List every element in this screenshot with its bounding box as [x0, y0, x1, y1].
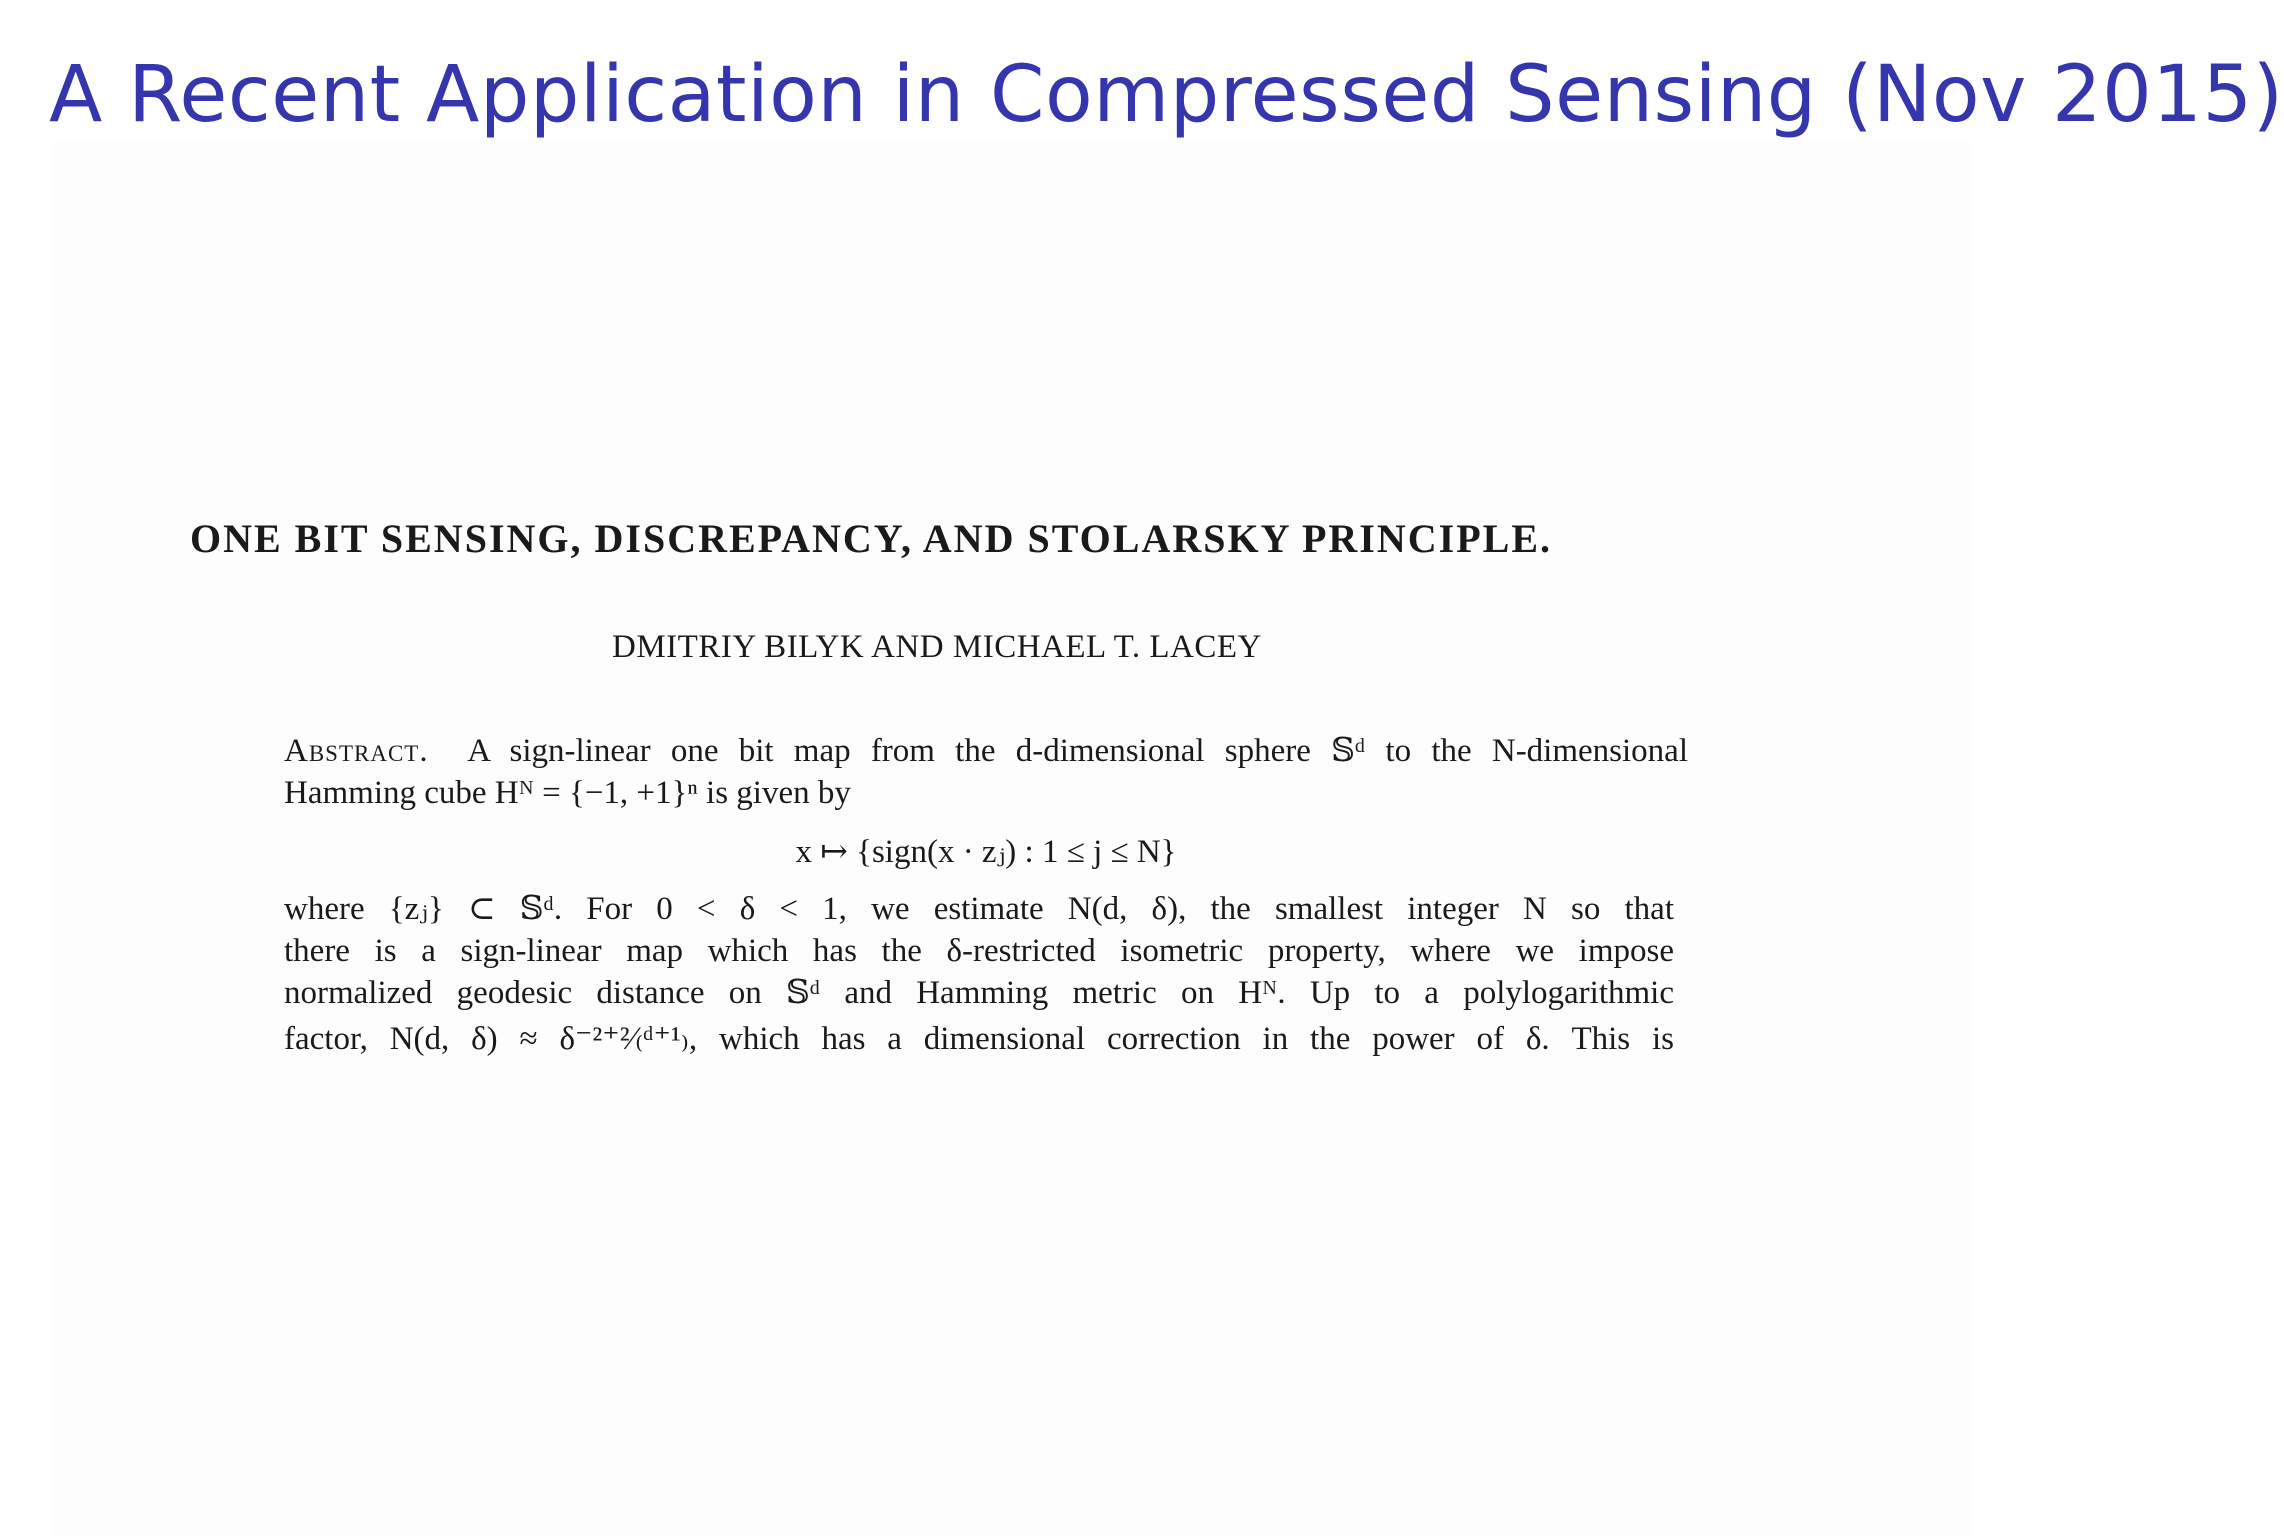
abstract-line-3: where {zⱼ} ⊂ 𝕊ᵈ. For 0 < δ < 1, we estimate N(d, δ), the smallest integer N so that — [284, 891, 1674, 927]
abstract-continued — [284, 888, 1674, 1060]
abstract-line-2: Hamming cube Hᴺ = {−1, +1}ⁿ is given by — [284, 775, 851, 811]
abstract-heading: Abstract. — [284, 733, 429, 769]
sign-map-formula: x ↦ {sign(x · zⱼ) : 1 ≤ j ≤ N} — [795, 834, 1177, 870]
abstract-line-1 — [284, 730, 1688, 772]
paper-title: ONE BIT SENSING, DISCREPANCY, AND STOLARSKY PRINCIPLE. — [190, 516, 1553, 561]
abstract-line-6: factor, N(d, δ) ≈ δ⁻²⁺²⁄₍ᵈ⁺¹₎, which has a dimensional correction in the power of δ. This is — [284, 1021, 1674, 1057]
abstract-line-4: there is a sign-linear map which has the δ-restricted isometric property, where we impose — [284, 933, 1674, 969]
slide-title: A Recent Application in Compressed Sensing (Nov 2015) — [49, 50, 2284, 140]
abstract — [284, 730, 1688, 814]
paper-authors: DMITRIY BILYK AND MICHAEL T. LACEY — [612, 629, 1262, 665]
abstract-line-5: normalized geodesic distance on 𝕊ᵈ and Hamming metric on Hᴺ. Up to a polylogarithmic — [284, 975, 1674, 1011]
abstract-text-1: A sign-linear one bit map from the d-dimensional sphere 𝕊ᵈ to the N-dimensional — [467, 733, 1688, 769]
